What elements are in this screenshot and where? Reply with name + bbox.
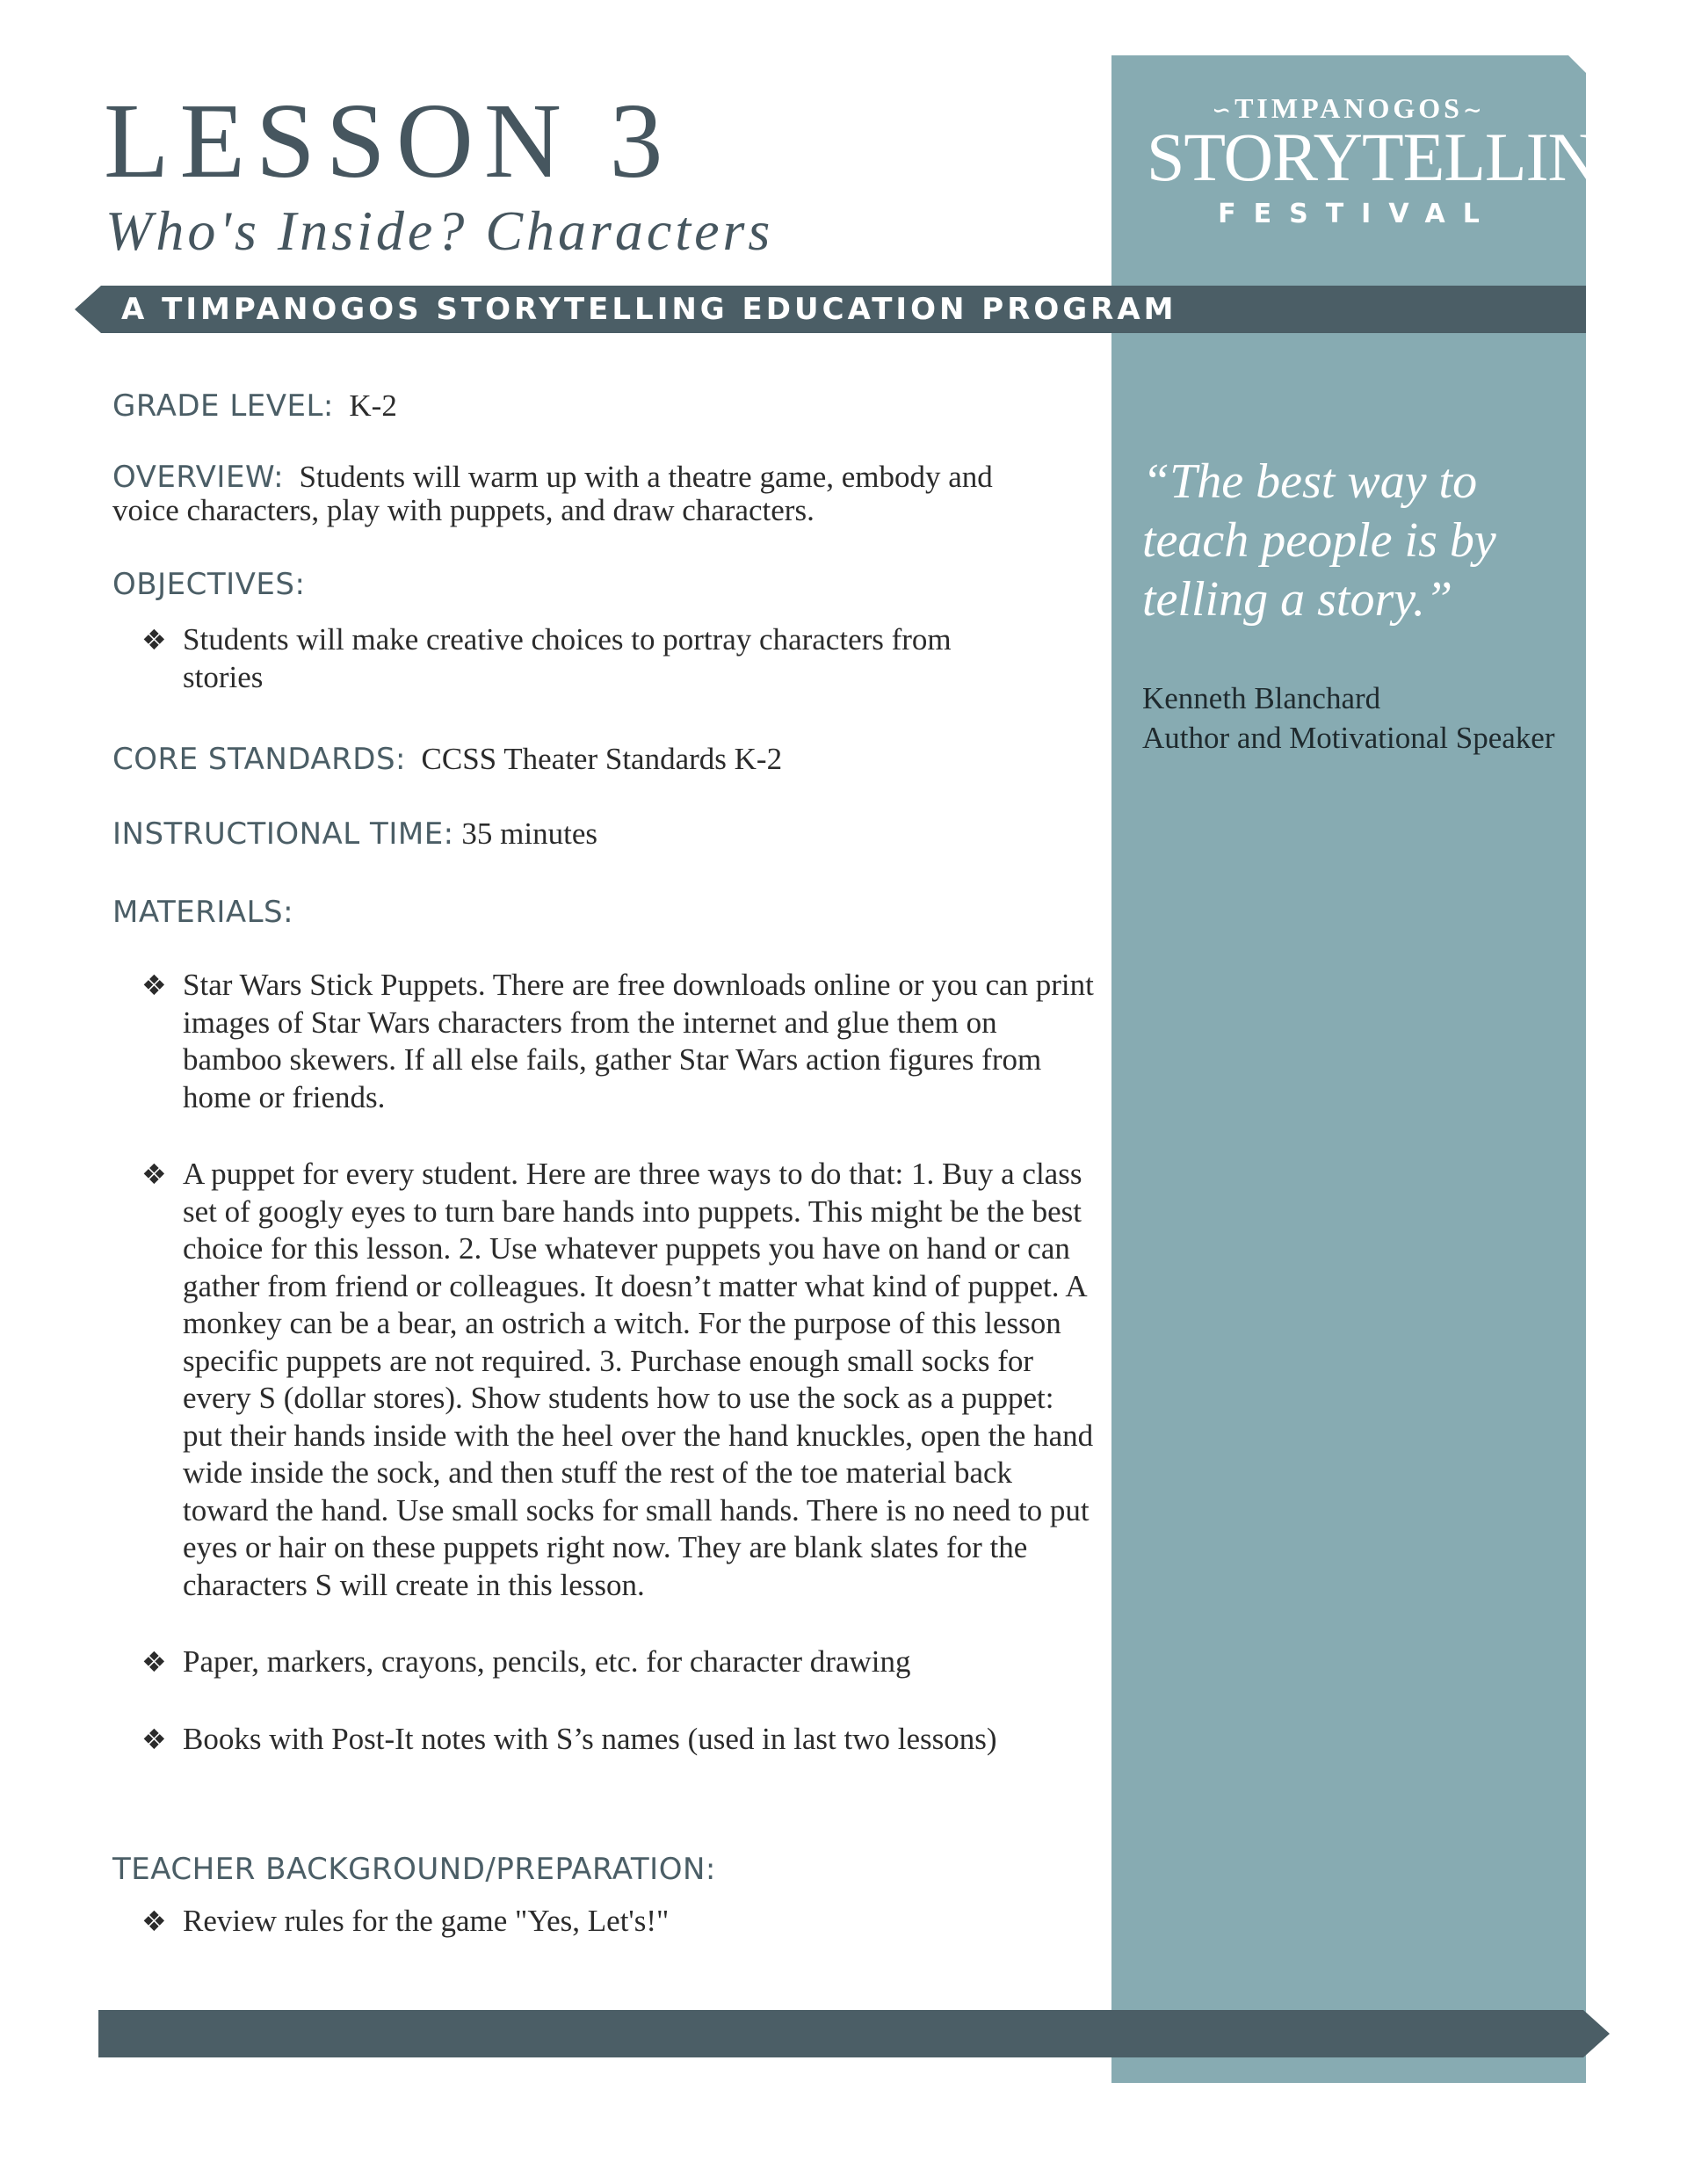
diamond-bullet-icon: ❖ — [141, 1645, 167, 1679]
overview-label: OVERVIEW: — [112, 460, 285, 495]
list-item: ❖ Students will make creative choices to portray characters from stories — [141, 622, 952, 694]
core-standards-label: CORE STANDARDS: — [112, 742, 407, 777]
diamond-bullet-icon: ❖ — [141, 969, 167, 1002]
list-item: ❖ Review rules for the game "Yes, Let's!" — [112, 1903, 1097, 1941]
grade-level-value: K-2 — [349, 388, 397, 423]
preparation-section — [112, 1850, 1097, 1889]
materials-label: MATERIALS: — [112, 895, 294, 930]
objectives-section — [112, 565, 1097, 604]
instructional-time-value: 35 minutes — [461, 816, 597, 851]
logo-top-line: ∽TIMPANOGOS∼ — [1212, 92, 1486, 124]
logo-bottom-line: FESTIVAL — [1218, 199, 1497, 229]
materials-list — [112, 967, 1097, 1758]
diamond-bullet-icon: ❖ — [141, 623, 167, 657]
sidebar-quote: “The best way to teach people is by telling a story.” — [1142, 454, 1496, 627]
overview-text: Students will warm up with a theatre game, embody and voice characters, play with puppets, and draw characters. — [112, 460, 993, 527]
instructional-time-section — [112, 815, 1097, 853]
materials-section — [112, 893, 1097, 932]
list-item: ❖ Paper, markers, crayons, pencils, etc. for character drawing — [112, 1643, 1097, 1681]
grade-level-label: GRADE LEVEL: — [112, 388, 334, 424]
sidebar-panel — [1111, 55, 1646, 2083]
program-banner-text: A TIMPANOGOS STORYTELLING EDUCATION PROGRAM — [121, 292, 1177, 327]
instructional-time-label: INSTRUCTIONAL TIME: — [112, 816, 454, 852]
attribution-title: Author and Motivational Speaker — [1142, 721, 1555, 755]
lesson-subtitle: Who's Inside? Characters — [105, 200, 774, 262]
objectives-list — [112, 621, 1026, 696]
list-item: ❖ A puppet for every student. Here are three ways to do that: 1. Buy a class set of googly eyes to turn bare hands into puppets. This might be the best choice for this lesson. 2. Use whatever puppets you have on hand or can gather from friend or colleagues. It doesn’t matter what kind of puppet. A monkey can be a bear, an ostrich a witch. For the purpose of this lesson specific puppets are not required. 3. Purchase enough small socks for every S (dollar stores). Show students how to use the sock as a puppet: put their hands inside with the heel over the hand knuckles, open the hand wide inside the sock, and then stuff the rest of the toe material back toward the hand. Use small socks for small hands. There is no need to put eyes or hair on these puppets right now. They are blank slates for the characters S will create in this lesson. — [141, 1157, 1094, 1602]
diamond-bullet-icon: ❖ — [141, 1905, 167, 1938]
preparation-label: TEACHER BACKGROUND/PREPARATION: — [112, 1852, 716, 1887]
preparation-list — [112, 1903, 1097, 1941]
attribution-name: Kenneth Blanchard — [1142, 681, 1381, 715]
list-item: ❖ Star Wars Stick Puppets. There are free downloads online or you can print images of Star Wars characters from the internet and glue them on bamboo skewers. If all else fails, gather Star Wars action figures from home or friends. — [141, 968, 1094, 1114]
lesson-title: LESSON 3 — [104, 82, 674, 200]
festival-logo — [1147, 92, 1646, 229]
grade-level-section — [112, 387, 1097, 425]
list-item: ❖ Books with Post-It notes with S’s names (used in last two lessons) — [112, 1721, 1097, 1759]
footer-bar — [98, 2010, 1610, 2057]
core-standards-section — [112, 740, 1097, 779]
objectives-label: OBJECTIVES: — [112, 567, 306, 602]
quote-attribution — [1142, 678, 1555, 758]
diamond-bullet-icon: ❖ — [141, 1722, 167, 1756]
core-standards-value: CCSS Theater Standards K-2 — [421, 742, 783, 776]
logo-main-line: STORYTELLING — [1147, 119, 1646, 195]
diamond-bullet-icon: ❖ — [141, 1157, 167, 1191]
overview-section — [112, 461, 1009, 526]
